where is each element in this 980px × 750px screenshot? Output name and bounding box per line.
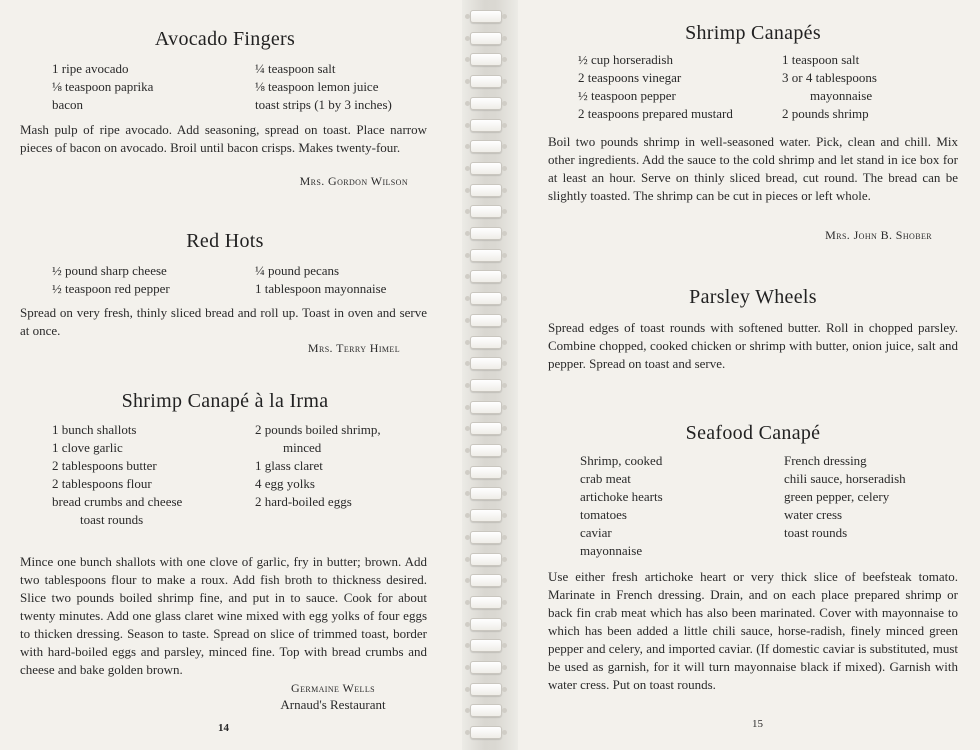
page-number-right: 15 <box>752 718 763 730</box>
binding-ring <box>470 683 502 696</box>
ingredient-item: minced <box>283 440 322 455</box>
ingredient-item: crab meat <box>580 471 631 486</box>
ingredient-item: 1 clove garlic <box>52 440 123 455</box>
ingredient-item: French dressing <box>784 453 867 468</box>
ingredient-item: 3 or 4 tablespoons <box>782 70 877 85</box>
attribution-avocado: Mrs. Gordon Wilson <box>299 174 408 188</box>
binding-ring <box>470 574 502 587</box>
ingredient-item: 1 glass claret <box>255 458 323 473</box>
binding-ring <box>470 618 502 631</box>
attribution-name-shrimp-irma: Germaine Wells <box>291 681 375 695</box>
binding-ring <box>470 32 502 45</box>
ingredient-item: ¼ pound pecans <box>255 263 340 278</box>
recipe-instructions-avocado: Mash pulp of ripe avocado. Add seasoning, spread on toast. Place narrow pieces of bacon on avocado. Broil until bacon crisps. Makes twenty-four. <box>20 122 427 155</box>
ingredient-item: caviar <box>580 525 612 540</box>
binding-ring <box>470 314 502 327</box>
recipe-title-shrimp-canapes: Shrimp Canapés <box>685 22 821 44</box>
recipe-title-avocado-fingers: Avocado Fingers <box>154 28 296 50</box>
ingredient-item: bread crumbs and cheese <box>52 494 183 509</box>
binding-ring <box>470 119 502 132</box>
ingredient-item: chili sauce, horseradish <box>784 471 906 486</box>
ingredient-item: ½ cup horseradish <box>578 52 673 67</box>
binding-ring <box>470 270 502 283</box>
binding-ring <box>470 401 502 414</box>
ingredient-item: 2 teaspoons prepared mustard <box>578 106 733 121</box>
ingredient-item: ⅛ teaspoon lemon juice <box>255 79 379 94</box>
binding-ring <box>470 249 502 262</box>
ingredient-list-shrimp-irma-col1 <box>52 421 252 529</box>
binding-ring <box>470 553 502 566</box>
ingredient-item: bacon <box>52 97 84 112</box>
ingredient-list-avocado-col2 <box>255 60 455 114</box>
ingredient-list-shrimp-canapes-col2 <box>782 51 952 123</box>
recipe-instructions-seafood-canape: Use either fresh artichoke heart or very thick slice of beefsteak tomato. Marinate in French dressing. Drain, and on each place prepared shrimp or back fin crab meat which has also been marinated. Cover with mayonnaise to which has been added a little chili sauce, horse-radish, finely minced green pepper and celery, and imported caviar. (If domestic caviar is substituted, must be used as garnish, for it will turn mayonnaise black if mixed). Garnish with water cress. Put on toast rounds. <box>548 569 958 692</box>
ingredient-item: 4 egg yolks <box>255 476 315 491</box>
ingredient-item: mayonnaise <box>810 88 873 103</box>
binding-ring <box>470 596 502 609</box>
ingredient-item: Shrimp, cooked <box>580 453 663 468</box>
binding-ring <box>470 292 502 305</box>
ingredient-item: 1 tablespoon mayonnaise <box>255 281 387 296</box>
ingredient-item: ½ teaspoon pepper <box>578 88 676 103</box>
recipe-title-red-hots: Red Hots <box>186 230 264 252</box>
recipe-instructions-parsley-wheels: Spread edges of toast rounds with softened butter. Roll in chopped parsley. Combine chopped, cooked chicken or shrimp with butter, onion juice, salt and pepper. Spread on toast and serve. <box>548 320 958 371</box>
binding-ring <box>470 53 502 66</box>
binding-ring <box>470 639 502 652</box>
ingredient-item: toast rounds <box>784 525 848 540</box>
ingredient-list-shrimp-irma-col2 <box>255 421 455 511</box>
binding-ring <box>470 422 502 435</box>
binding-ring <box>470 357 502 370</box>
binding-ring <box>470 379 502 392</box>
binding-ring <box>470 704 502 717</box>
ingredient-item: 2 tablespoons flour <box>52 476 152 491</box>
ingredient-item: 2 pounds boiled shrimp, <box>255 422 381 437</box>
ingredient-item: ½ teaspoon red pepper <box>52 281 170 296</box>
binding-ring <box>470 487 502 500</box>
recipe-title-seafood-canape: Seafood Canapé <box>685 422 821 444</box>
binding-ring <box>470 205 502 218</box>
ingredient-item: mayonnaise <box>580 543 643 558</box>
ingredient-list-seafood-col2 <box>784 452 964 542</box>
ingredient-item: tomatoes <box>580 507 627 522</box>
ingredient-list-seafood-col1 <box>580 452 780 560</box>
binding-ring <box>470 531 502 544</box>
recipe-title-parsley-wheels: Parsley Wheels <box>689 286 817 308</box>
binding-ring <box>470 661 502 674</box>
binding-ring <box>470 509 502 522</box>
ingredient-item: 2 hard-boiled eggs <box>255 494 352 509</box>
ingredient-item: artichoke hearts <box>580 489 663 504</box>
page-number-left: 14 <box>218 722 229 734</box>
ingredient-item: green pepper, celery <box>784 489 890 504</box>
binding-ring <box>470 97 502 110</box>
binding-ring <box>470 140 502 153</box>
binding-ring <box>470 336 502 349</box>
binding-ring <box>470 184 502 197</box>
ingredient-list-red-hots-col2 <box>255 262 455 298</box>
recipe-title-shrimp-irma: Shrimp Canapé à la Irma <box>121 390 329 412</box>
ingredient-item: 1 bunch shallots <box>52 422 137 437</box>
spiral-binding <box>462 0 518 750</box>
ingredient-list-shrimp-canapes-col1 <box>578 51 778 123</box>
ingredient-item: 2 teaspoons vinegar <box>578 70 682 85</box>
binding-ring <box>470 466 502 479</box>
ingredient-item: ¼ teaspoon salt <box>255 61 336 76</box>
ingredient-item: 2 pounds shrimp <box>782 106 869 121</box>
ingredient-list-avocado-col1 <box>52 60 252 114</box>
ingredient-item: ⅛ teaspoon paprika <box>52 79 154 94</box>
recipe-instructions-shrimp-irma: Mince one bunch shallots with one clove of garlic, fry in butter; brown. Add two tablespoons flour to make a roux. Add fish broth to thickness desired. Slice two pounds boiled shrimp fine, and put in to sauce. Cook for about twenty minutes. Add one glass claret wine mixed with egg yolks of four eggs to thicken dressing. Season to taste. Spread on slice of trimmed toast, border with hard-boiled eggs and parsley, minced fine. Top with bread crumbs and cheese and bake golden brown. <box>20 554 427 677</box>
attribution-place-shrimp-irma: Arnaud's Restaurant <box>280 697 386 712</box>
binding-ring <box>470 162 502 175</box>
recipe-instructions-red-hots: Spread on very fresh, thinly sliced bread and roll up. Toast in oven and serve at once. <box>20 305 427 338</box>
recipe-instructions-shrimp-canapes: Boil two pounds shrimp in well-seasoned water. Pick, clean and chill. Mix other ingredients. Add the sauce to the cold shrimp and let stand in ice box for at least an hour. Serve on thinly sliced bread, cut round. The bread can be slightly toasted. The shrimp can be cut in pieces or left whole. <box>548 134 958 203</box>
ingredient-item: toast strips (1 by 3 inches) <box>255 97 392 112</box>
binding-ring <box>470 444 502 457</box>
binding-ring <box>470 227 502 240</box>
ingredient-list-red-hots-col1 <box>52 262 252 298</box>
binding-ring <box>470 75 502 88</box>
ingredient-item: 1 teaspoon salt <box>782 52 860 67</box>
attribution-red-hots: Mrs. Terry Himel <box>307 341 400 355</box>
ingredient-item: 1 ripe avocado <box>52 61 129 76</box>
binding-ring <box>470 726 502 739</box>
attribution-shrimp-canapes: Mrs. John B. Shober <box>825 228 932 242</box>
ingredient-item: 2 tablespoons butter <box>52 458 157 473</box>
ingredient-item: water cress <box>784 507 843 522</box>
ingredient-item: ½ pound sharp cheese <box>52 263 167 278</box>
ingredient-item: toast rounds <box>80 512 144 527</box>
binding-ring <box>470 10 502 23</box>
